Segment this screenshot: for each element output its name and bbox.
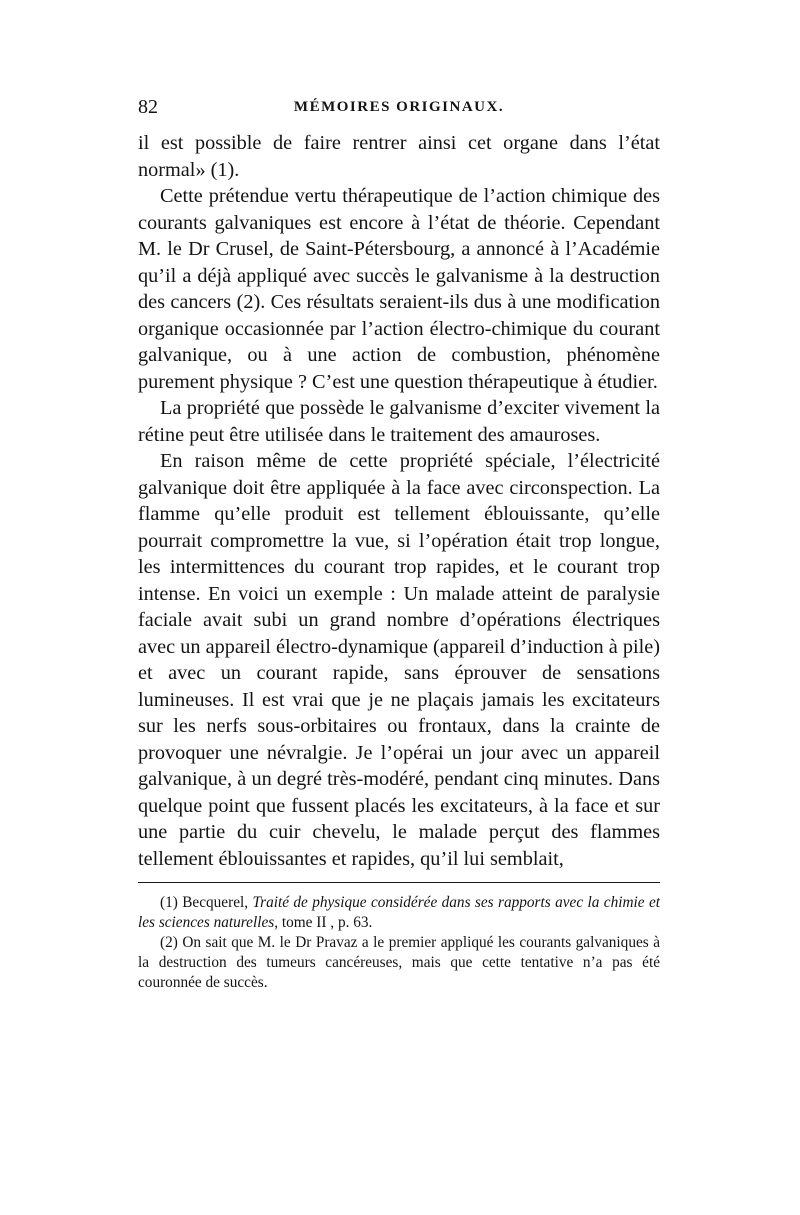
paragraph-3: La propriété que possède le galvanisme d’exciter vivement la rétine peut être utilisée dans le traitement des amauroses. bbox=[138, 397, 660, 446]
footnote-rule bbox=[138, 882, 660, 883]
paragraph-4: En raison même de cette propriété spéciale, l’électricité galvanique doit être appliquée à la face avec circonspection. La flamme qu’elle produit est tellement éblouissante, qu’elle pourrait compromettre la vue, si l’opération était trop longue, les intermittences du courant trop rapides, et le courant trop intense. En voici un exemple : Un malade atteint de paralysie faciale avait subi un grand nombre d’opérations électriques avec un appareil électro-dynamique (appareil d’induction à pile) et avec un courant rapide, sans éprouver de sensations lumineuses. Il est vrai que je ne plaçais jamais les excitateurs sur les nerfs sous-orbitaires ou frontaux, dans la crainte de provoquer une névralgie. Je l’opérai un jour avec un appareil galvanique, à un degré très-modéré, pendant cinq minutes. Dans quelque point que fussent placés les excitateurs, à la face et sur une partie du cuir chevelu, le malade perçut des flammes tellement éblouissantes et rapides, qu’il lui semblait, bbox=[138, 450, 661, 870]
footnotes bbox=[138, 893, 660, 993]
page-number: 82 bbox=[138, 96, 158, 118]
footnote-1 bbox=[138, 893, 660, 933]
paragraph-2: Cette prétendue vertu thérapeutique de l’action chimique des courants galvaniques est encore à l’état de théorie. Cependant M. le Dr Crusel, de Saint-Pétersbourg, a annoncé à l’Académie qu’il a déjà appliqué avec succès le galvanisme à la destruction des cancers (2). Ces résultats seraient-ils dus à une modification organique occasionnée par l’action électro-chimique du courant galvanique, ou à une action de combustion, phénomène purement physique ? C’est une question thérapeutique à étudier. bbox=[138, 185, 660, 393]
footnote-1-title: Traité de physique considérée dans ses rapports avec la chimie et les sciences naturelles, bbox=[138, 894, 660, 931]
footnote-1-rest: tome II , p. 63. bbox=[278, 914, 373, 931]
body-text bbox=[138, 130, 660, 872]
book-page bbox=[138, 96, 660, 993]
footnote-1-marker: (1) Becquerel, bbox=[160, 894, 253, 911]
paragraph-1: il est possible de faire rentrer ainsi cet organe dans l’état normal» (1). bbox=[138, 132, 660, 181]
page-header bbox=[138, 96, 660, 130]
footnote-2: (2) On sait que M. le Dr Pravaz a le premier appliqué les courants galvaniques à la destruction des tumeurs cancéreuses, mais que cette tentative n’a pas été couronnée de succès. bbox=[138, 934, 660, 991]
running-title: MÉMOIRES ORIGINAUX. bbox=[293, 99, 505, 115]
